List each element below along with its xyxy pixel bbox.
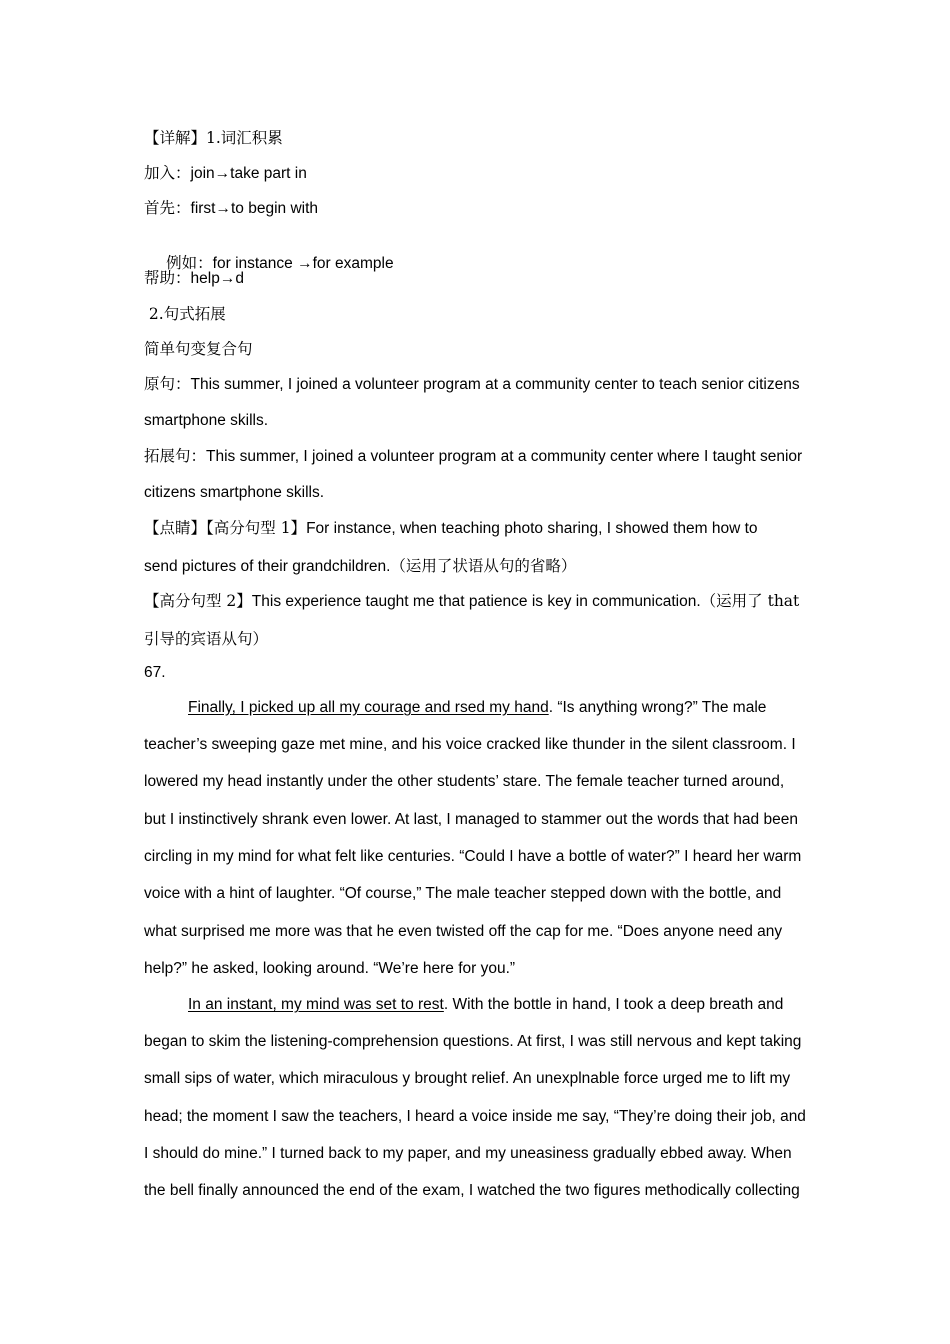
original-sentence-cont: smartphone skills. <box>144 412 269 429</box>
paragraph-line: what surprised me more was that he even twisted off the cap for me. “Does anyone need any <box>144 923 783 940</box>
vocab-cn: 帮助： <box>144 269 191 287</box>
vocab-item <box>144 163 307 184</box>
paragraph-line: voice with a hint of laughter. “Of course,” The male teacher stepped down with the bottle, and <box>144 885 782 902</box>
paragraph-2-first-line <box>188 995 783 1015</box>
vocab-cn: 加入： <box>144 164 191 182</box>
vocab-en: help→d <box>190 270 244 287</box>
section-heading: 2.句式拓展 <box>144 305 226 323</box>
paragraph-line: lowered my head instantly under the other students’ stare. The female teacher turned around, <box>144 773 785 790</box>
paragraph-1-first-line <box>188 698 766 718</box>
detail-bracket: 【详解】 <box>144 129 207 147</box>
highlight-sentence-2 <box>144 591 799 612</box>
paragraph-line: began to skim the listening-comprehension questions. At first, I was still nervous and kept taking <box>144 1033 802 1050</box>
pattern-1-text: For instance, when teaching photo sharing, I showed them how to <box>306 520 758 537</box>
paragraph-line: but I instinctively shrank even lower. At last, I managed to stammer out the words that had been <box>144 811 798 828</box>
paragraph-line: circling in my mind for what felt like centuries. “Could I have a bottle of water?” I heard her warm <box>144 848 802 865</box>
vocab-cn: 首先： <box>144 199 191 217</box>
extended-sentence-cont: citizens smartphone skills. <box>144 484 325 501</box>
underlined-sentence: Finally, I picked up all my courage and rsed my hand <box>188 699 549 716</box>
paragraph-line: I should do mine.” I turned back to my paper, and my uneasiness gradually ebbed away. When <box>144 1145 792 1162</box>
extended-text: This summer, I joined a volunteer program at a community center where I taught senior <box>206 448 803 465</box>
pattern-2-note-cont: 引导的宾语从句） <box>144 630 269 648</box>
vocab-cn: 例如： <box>161 254 213 272</box>
pattern-2-text: This experience taught me that patience is key in communication. <box>251 593 701 610</box>
detail-header-text: 1.词汇积累 <box>206 129 283 147</box>
paragraph-line: head; the moment I saw the teachers, I heard a voice inside me say, “They’re doing their job, and <box>144 1108 806 1125</box>
pattern-2-label: 【高分句型 2】 <box>144 592 252 610</box>
paragraph-line: teacher’s sweeping gaze met mine, and his voice cracked like thunder in the silent classroom. I <box>144 736 796 753</box>
vocab-item <box>144 198 318 219</box>
vocab-en: for instance →for example <box>212 255 394 272</box>
highlight-sentence-1-cont <box>144 556 576 577</box>
original-sentence <box>144 374 800 395</box>
paragraph-text: . “Is anything wrong?” The male <box>548 699 767 716</box>
sub-heading: 简单句变复合句 <box>144 340 253 358</box>
paragraph-text: . With the bottle in hand, I took a deep breath and <box>443 996 784 1013</box>
paragraph-line: help?” he asked, looking around. “We’re here for you.” <box>144 960 516 977</box>
highlight-sentence-1 <box>144 518 758 539</box>
original-label: 原句： <box>144 375 191 393</box>
paragraph-line: the bell finally announced the end of the exam, I watched the two figures methodically collecting <box>144 1182 800 1199</box>
extended-sentence <box>144 446 802 467</box>
vocab-en: join→take part in <box>190 165 307 182</box>
underlined-sentence: In an instant, my mind was set to rest <box>188 996 444 1013</box>
dianjing-label: 【点睛】 <box>144 519 207 537</box>
detail-header <box>144 128 283 149</box>
question-number: 67. <box>144 664 166 681</box>
vocab-item <box>144 268 244 289</box>
pattern-1-label: 【高分句型 1】 <box>206 519 307 537</box>
paragraph-line: small sips of water, which miraculous y brought relief. An unexplnable force urged me to lift my <box>144 1070 791 1087</box>
pattern-2-note: （运用了 that <box>700 592 800 610</box>
extended-label: 拓展句： <box>144 447 207 465</box>
pattern-1-note: （运用了状语从句的省略） <box>390 557 577 575</box>
vocab-en: first→to begin with <box>190 200 319 217</box>
original-text: This summer, I joined a volunteer program at a community center to teach senior citizens <box>190 376 800 393</box>
pattern-1-text-cont: send pictures of their grandchildren. <box>144 558 391 575</box>
